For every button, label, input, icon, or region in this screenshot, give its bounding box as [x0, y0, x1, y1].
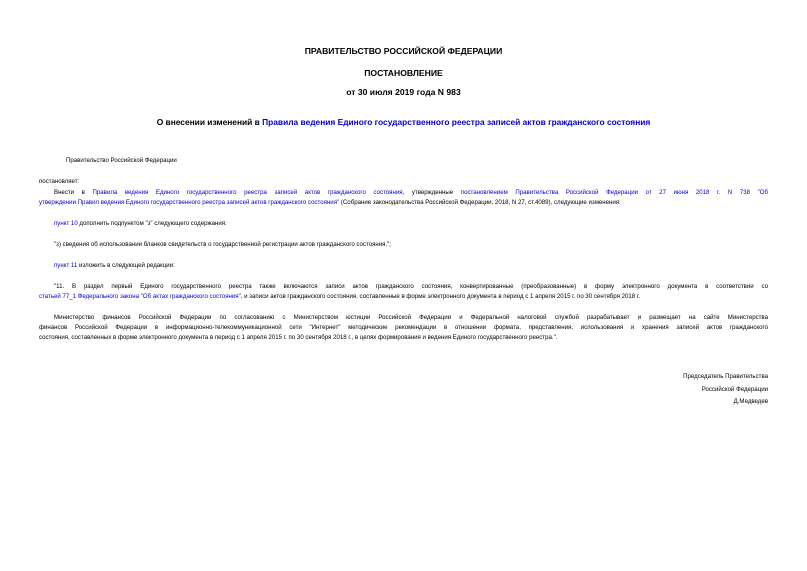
document-type-heading: ПОСТАНОВЛЕНИЕ [364, 68, 443, 78]
date-number-heading: от 30 июля 2019 года N 983 [346, 87, 461, 97]
signature-title: Председатель Правительства [683, 373, 768, 380]
paragraph-new-item-11-line-2: статьей 77_1 Федерального закона "Об актах гражданского состояния", и записи актов гражданского состояния, составленные в форме электронного документа в период с 1 апреля 2015 г. по 30 сентября 2018 г. [39, 293, 641, 300]
paragraph-ministry-line-1: Министерство финансов Российской Федерации по согласованию с Министерством юстиции Российской Федерации и Федеральной налоговой службой разрабатывает и размещает на сайте Министерства [54, 314, 768, 321]
signature-block [683, 371, 768, 409]
signature-name: Д.Медведев [733, 398, 768, 405]
paragraph-new-item-11-line-1: "11. В раздел первый Единого государственного реестра также включаются записи актов гражданского состояния, конвертированные (преобразованные) в форму электронного документа в соответствии со [54, 283, 768, 290]
title-prefix: О внесении изменений в [156, 117, 263, 127]
rules-link[interactable]: Правила ведения Единого государственного реестра записей актов гражданского состояния [92, 189, 403, 196]
title-rules-link[interactable]: Правила ведения Единого государственного реестра записей актов гражданского состояния [262, 117, 651, 127]
paragraph-ministry-line-3: состояния, составленных в форме электронного документа в период с 1 апреля 2015 г. по 30 сентября 2018 г., в целях формирования и ведения Единого государственного реестра.". [39, 334, 558, 341]
resolution-738-link[interactable]: постановлением Правительства Российской Федерации от 27 июня 2018 г. N 738 "Об [460, 189, 769, 196]
paragraph-amend-line-2: утверждении Правил ведения Единого государственного реестра записей актов гражданского состояния" (Собрание законодательства Российской Федерации, 2018, N 27, ст.4089), следующие изменения: [39, 199, 621, 206]
paragraph-decrees: постановляет: [39, 178, 80, 185]
paragraph-amend-line-1: Внести в Правила ведения Единого государственного реестра записей актов гражданского состояния, утвержденные постановлением Правительства Российской Федерации от 27 июня 2018 г. N 738 "Об [54, 189, 769, 196]
paragraph-item-10: пункт 10 дополнить подпунктом "з" следующего содержания: [54, 220, 227, 227]
signature-org: Российской Федерации [701, 385, 768, 393]
government-heading: ПРАВИТЕЛЬСТВО РОССИЙСКОЙ ФЕДЕРАЦИИ [304, 46, 503, 56]
article-77-1-link[interactable]: статьей 77_1 Федерального закона "Об актах гражданского состояния" [39, 293, 241, 300]
paragraph-item-11: пункт 11 изложить в следующей редакции: [54, 262, 175, 269]
document-title [0, 117, 807, 127]
paragraph-ministry-line-2: финансов Российской Федерации в информационно-телекоммуникационной сети "Интернет" методические рекомендации в отношении формата, представления, использования и хранения записей актов гражданского [39, 324, 768, 331]
paragraph-subitem-z: "з) сведения об использовании бланков свидетельств о государственной регистрации актов гражданского состояния."; [54, 241, 392, 248]
resolution-738-link-cont[interactable]: утверждении Правил ведения Единого государственного реестра записей актов гражданского состояния" [39, 199, 340, 206]
paragraph-government: Правительство Российской Федерации [66, 157, 177, 164]
item-10-link[interactable]: пункт 10 [54, 220, 78, 227]
item-11-link[interactable]: пункт 11 [54, 262, 78, 269]
